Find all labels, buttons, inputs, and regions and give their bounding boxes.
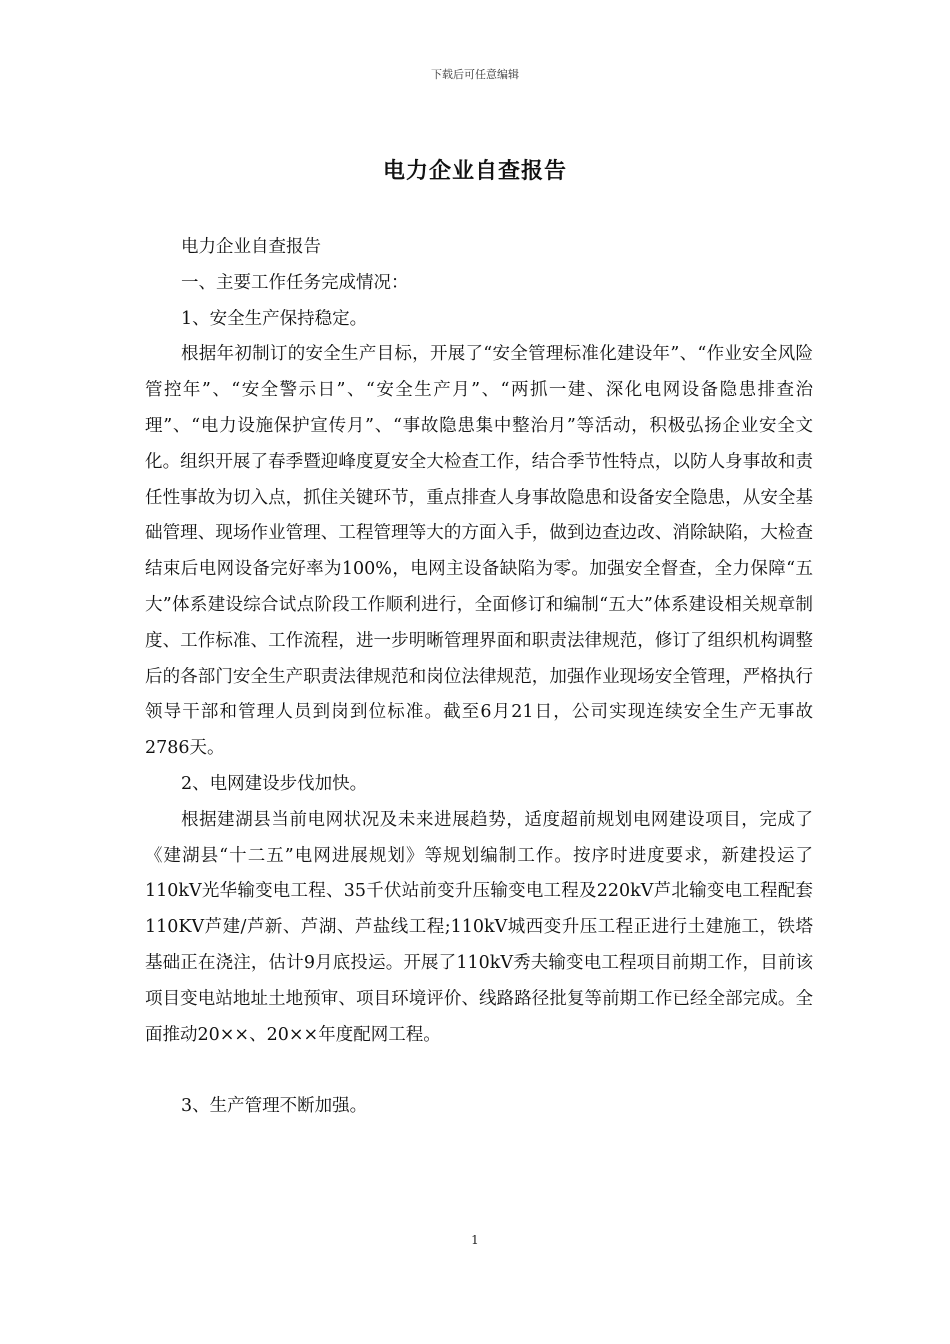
document-title: 电力企业自查报告 (382, 159, 567, 184)
document-body (145, 230, 813, 1125)
paragraph-subtitle: 电力企业自查报告 (181, 237, 321, 257)
paragraph-item-1-body: 根据年初制订的安全生产目标，开展了“安全管理标准化建设年”、“作业安全风险管控年”、“安全警示日”、“安全生产月”、“两抓一建、深化电网设备隐患排查治理”、“电力设施保护宣传月”、“事故隐患集中整治月”等活动，积极弘扬企业安全文化。组织开展了春季暨迎峰度夏安全大检查工作，结合季节性特点，以防人身事故和责任性事故为切入点，抓住关键环节，重点排查人身事故隐患和设备安全隐患，从安全基础管理、现场作业管理、工程管理等大的方面入手，做到边查边改、消除缺陷，大检查结束后电网设备完好率为100%，电网主设备缺陷为零。加强安全督查，全力保障“五大”体系建设综合试点阶段工作顺利进行，全面修订和编制“五大”体系建设相关规章制度、工作标准、工作流程，进一步明晰管理界面和职责法律规范，修订了组织机构调整后的各部门安全生产职责法律规范和岗位法律规范，加强作业现场安全管理，严格执行领导干部和管理人员到岗到位标准。截至6月21日，公司实现连续安全生产无事故2786天。 (145, 344, 813, 759)
paragraph-item-1-heading: 1、安全生产保持稳定。 (181, 308, 368, 329)
page-number: 1 (471, 1233, 479, 1247)
paragraph-section-heading: 一、主要工作任务完成情况： (181, 272, 409, 293)
paragraph-item-3-heading: 3、生产管理不断加强。 (181, 1096, 368, 1117)
paragraph-item-2-heading: 2、电网建设步伐加快。 (181, 773, 368, 794)
paragraph-item-2-body: 根据建湖县当前电网状况及未来进展趋势，适度超前规划电网建设项目，完成了《建湖县“十二五”电网进展规划》等规划编制工作。按序时进度要求，新建投运了110kV光华输变电工程、35千伏站前变升压输变电工程及220kV芦北输变电工程配套110KV芦建/芦新、芦湖、芦盐线工程;110kV城西变升压工程正进行土建施工，铁塔基础正在浇注，估计9月底投运。开展了110kV秀夫输变电工程项目前期工作，目前该项目变电站地址土地预审、项目环境评价、线路路径批复等前期工作已经全部完成。全面推动20××、20××年度配网工程。 (145, 809, 813, 1045)
header-note: 下载后可任意编辑 (431, 68, 519, 81)
